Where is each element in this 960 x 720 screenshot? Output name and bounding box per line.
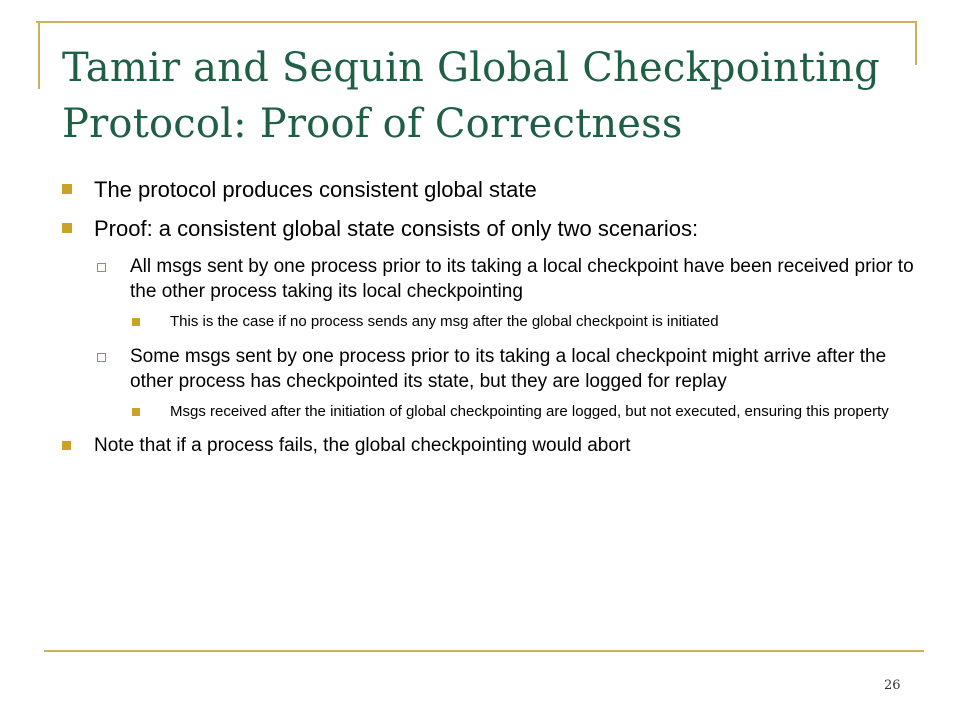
- note-text: This is the case if no process sends any msg after the global checkpoint is initiated: [170, 313, 719, 330]
- square-bullet-icon: [62, 223, 72, 233]
- note-item: [132, 312, 922, 332]
- slide-content: [62, 176, 922, 470]
- sub-bullet-text: All msgs sent by one process prior to its taking a local checkpoint have been received prior to the other process taking its local checkpointing: [130, 256, 914, 302]
- note-text: Msgs received after the initiation of global checkpointing are logged, but not executed, ensuring this property: [170, 403, 889, 420]
- note-item: [132, 402, 922, 422]
- sub-bullet-item: [97, 344, 922, 394]
- slide-title: Tamir and Sequin Global Checkpointing Protocol: Proof of Correctness: [62, 45, 880, 147]
- bullet-item: [62, 434, 922, 458]
- page-number: 26: [884, 678, 901, 693]
- bullet-text: The protocol produces consistent global state: [94, 177, 537, 202]
- square-bullet-icon: [62, 184, 72, 194]
- square-bullet-icon: [132, 318, 140, 326]
- hollow-square-bullet-icon: [97, 263, 106, 272]
- top-rule: [36, 21, 916, 23]
- bottom-rule: [44, 650, 924, 652]
- square-bullet-icon: [62, 441, 71, 450]
- left-rule: [38, 21, 40, 89]
- bullet-item: [62, 176, 922, 203]
- square-bullet-icon: [132, 408, 140, 416]
- sub-bullet-item: [97, 254, 922, 304]
- bullet-text: Note that if a process fails, the global checkpointing would abort: [94, 435, 631, 456]
- sub-bullet-text: Some msgs sent by one process prior to its taking a local checkpoint might arrive after the other process has checkpointed its state, but they are logged for replay: [130, 346, 887, 392]
- bullet-text: Proof: a consistent global state consists of only two scenarios:: [94, 216, 699, 241]
- hollow-square-bullet-icon: [97, 353, 106, 362]
- bullet-item: [62, 215, 922, 242]
